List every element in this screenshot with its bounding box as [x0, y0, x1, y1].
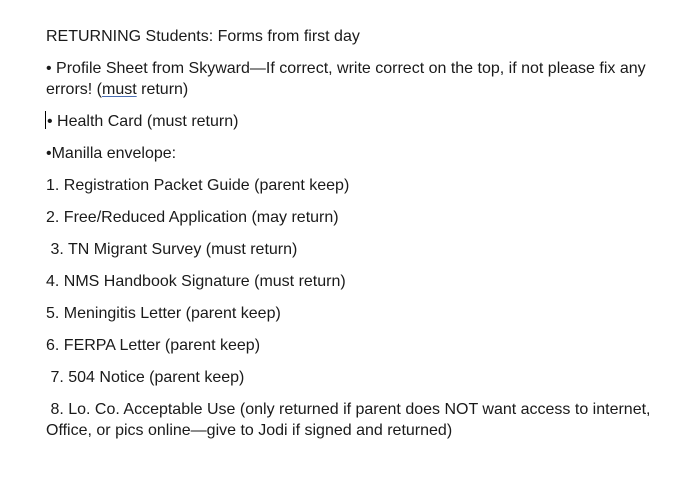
manilla-envelope-line: •Manilla envelope: [46, 145, 177, 162]
list-item: 6. FERPA Letter (parent keep) [46, 337, 261, 354]
list-item: 2. Free/Reduced Application (may return) [46, 209, 339, 226]
list-item: 1. Registration Packet Guide (parent keep) [46, 177, 350, 194]
document-body[interactable] [46, 26, 676, 441]
profile-sheet-tail: return) [136, 81, 189, 98]
profile-sheet-line [46, 58, 676, 100]
heading-line: RETURNING Students: Forms from first day [46, 28, 360, 45]
health-card-line [46, 111, 676, 132]
list-item: 3. TN Migrant Survey (must return) [46, 241, 298, 258]
list-item: 7. 504 Notice (parent keep) [46, 369, 245, 386]
list-item: 4. NMS Handbook Signature (must return) [46, 273, 346, 290]
text-cursor [45, 111, 46, 129]
health-card-text: • Health Card (must return) [47, 113, 239, 130]
profile-sheet-text: • Profile Sheet from Skyward—If correct, write correct on the top, if not please fix any errors! ( [46, 60, 651, 98]
list-item: 8. Lo. Co. Acceptable Use (only returned if parent does NOT want access to internet, Office, or pics online—give to Jodi if signed and returned) [46, 401, 655, 439]
list-item: 5. Meningitis Letter (parent keep) [46, 305, 281, 322]
must-underlined-word: must [102, 81, 137, 98]
